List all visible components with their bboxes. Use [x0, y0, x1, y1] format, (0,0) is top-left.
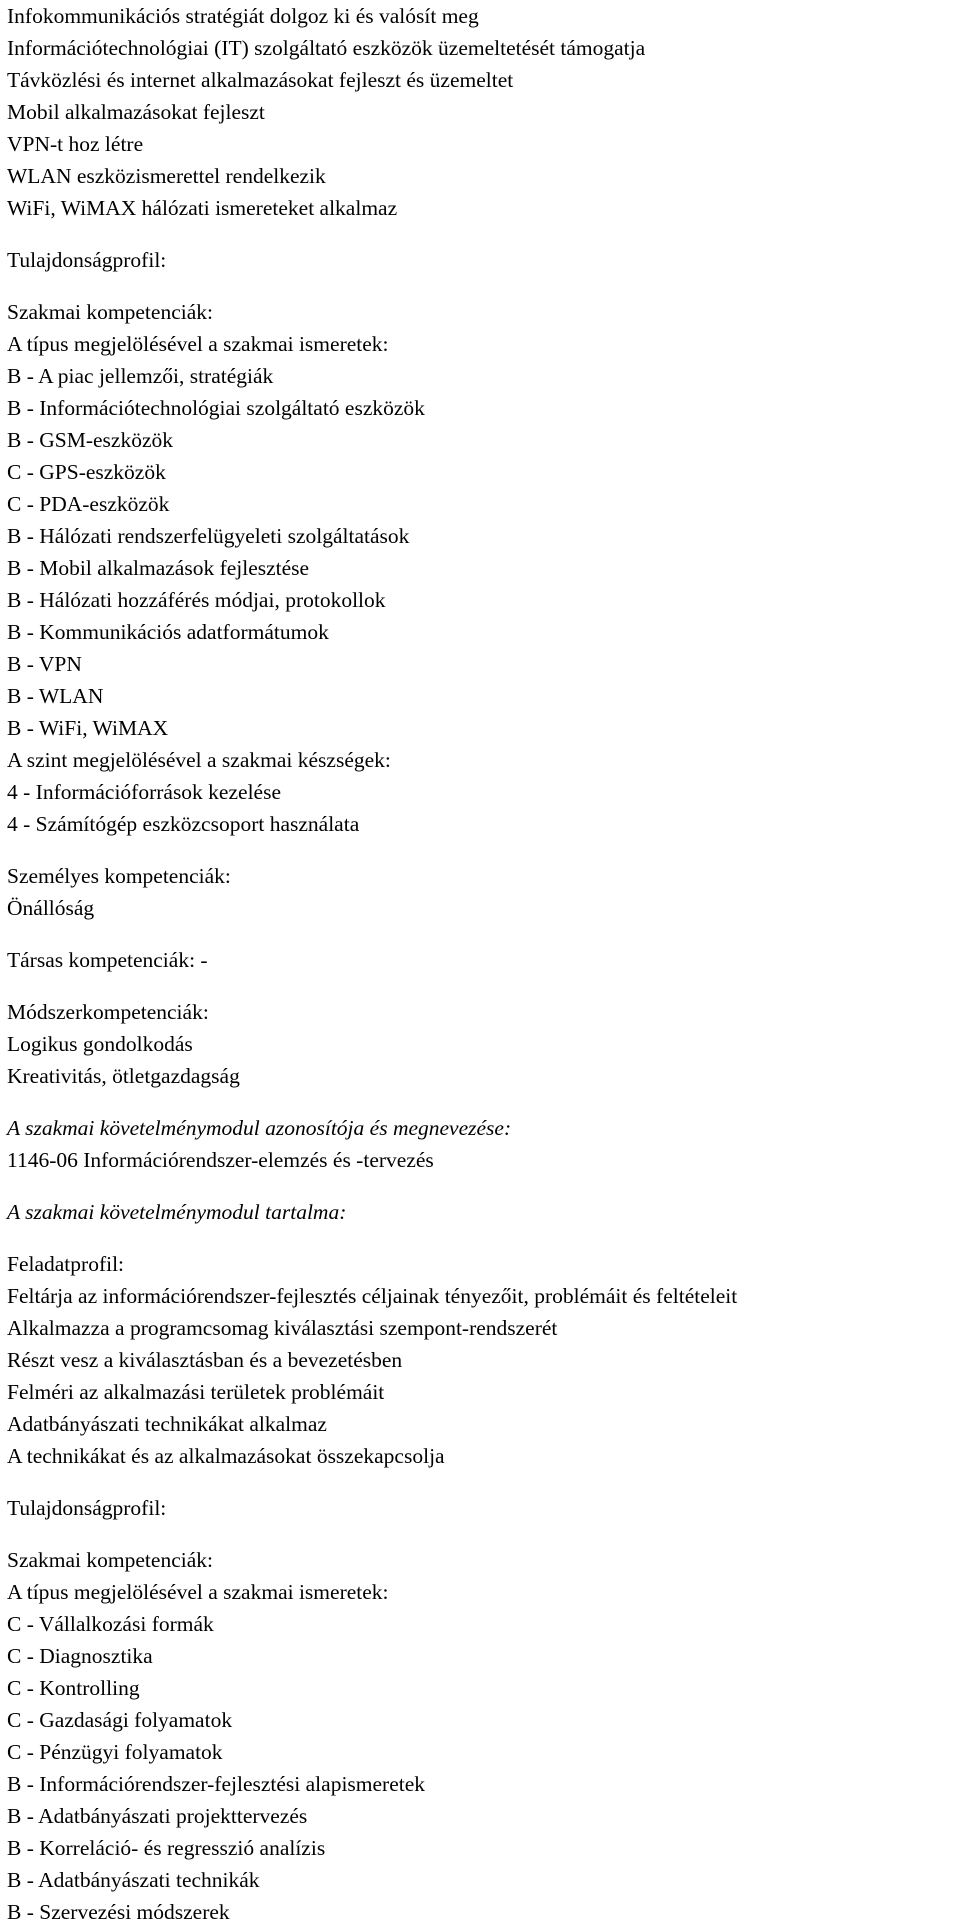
text-block	[7, 1196, 957, 1228]
text-line: A technikákat és az alkalmazásokat összekapcsolja	[7, 1444, 445, 1468]
text-line: B - Mobil alkalmazások fejlesztése	[7, 556, 310, 580]
text-block	[7, 296, 957, 840]
text-line: 1146-06 Információrendszer-elemzés és -tervezés	[7, 1148, 434, 1172]
text-line: C - Gazdasági folyamatok	[7, 1708, 233, 1732]
text-block	[7, 944, 957, 976]
text-line: Tulajdonságprofil:	[7, 1496, 167, 1520]
text-line: Társas kompetenciák: -	[7, 948, 208, 972]
text-block	[7, 1248, 957, 1472]
text-line: B - Kommunikációs adatformátumok	[7, 620, 329, 644]
text-line: B - WiFi, WiMAX	[7, 716, 169, 740]
text-line: A szint megjelölésével a szakmai készségek:	[7, 748, 391, 772]
text-line: B - Információtechnológiai szolgáltató eszközök	[7, 396, 425, 420]
block-spacer	[7, 840, 957, 860]
text-line: B - Szervezési módszerek	[7, 1900, 230, 1924]
text-line: B - Korreláció- és regresszió analízis	[7, 1836, 326, 1860]
text-line: Alkalmazza a programcsomag kiválasztási szempont-rendszerét	[7, 1316, 558, 1340]
block-spacer	[7, 1524, 957, 1544]
text-block	[7, 0, 957, 224]
text-line: A típus megjelölésével a szakmai ismeretek:	[7, 332, 389, 356]
text-line: C - GPS-eszközök	[7, 460, 166, 484]
block-spacer	[7, 924, 957, 944]
text-line: Tulajdonságprofil:	[7, 248, 167, 272]
block-spacer	[7, 224, 957, 244]
text-line: Adatbányászati technikákat alkalmaz	[7, 1412, 327, 1436]
block-spacer	[7, 1472, 957, 1492]
text-line: Szakmai kompetenciák:	[7, 300, 213, 324]
text-line: 4 - Információforrások kezelése	[7, 780, 281, 804]
text-line: Infokommunikációs stratégiát dolgoz ki és valósít meg	[7, 4, 479, 28]
text-block	[7, 244, 957, 276]
text-line: VPN-t hoz létre	[7, 132, 144, 156]
text-line: Szakmai kompetenciák:	[7, 1548, 213, 1572]
text-line: B - Adatbányászati projekttervezés	[7, 1804, 308, 1828]
text-line: Mobil alkalmazásokat fejleszt	[7, 100, 265, 124]
text-line: C - Kontrolling	[7, 1676, 140, 1700]
text-line: WLAN eszközismerettel rendelkezik	[7, 164, 326, 188]
text-line: C - Vállalkozási formák	[7, 1612, 214, 1636]
text-line: C - Diagnosztika	[7, 1644, 153, 1668]
text-line: B - VPN	[7, 652, 82, 676]
block-spacer	[7, 1228, 957, 1248]
text-line: B - Információrendszer-fejlesztési alapismeretek	[7, 1772, 426, 1796]
text-line: Távközlési és internet alkalmazásokat fejleszt és üzemeltet	[7, 68, 514, 92]
text-line: Információtechnológiai (IT) szolgáltató eszközök üzemeltetését támogatja	[7, 36, 646, 60]
text-line: B - A piac jellemzői, stratégiák	[7, 364, 274, 388]
text-line: C - Pénzügyi folyamatok	[7, 1740, 223, 1764]
text-line: A típus megjelölésével a szakmai ismeretek:	[7, 1580, 389, 1604]
text-line: Személyes kompetenciák:	[7, 864, 231, 888]
document-page	[7, 0, 957, 1928]
text-line: B - Adatbányászati technikák	[7, 1868, 260, 1892]
text-block	[7, 860, 957, 924]
block-spacer	[7, 1176, 957, 1196]
text-block	[7, 996, 957, 1092]
text-line: A szakmai követelménymodul tartalma:	[7, 1200, 347, 1224]
text-line: Logikus gondolkodás	[7, 1032, 193, 1056]
text-line: B - Hálózati hozzáférés módjai, protokollok	[7, 588, 386, 612]
block-spacer	[7, 1092, 957, 1112]
text-line: Részt vesz a kiválasztásban és a bevezetésben	[7, 1348, 403, 1372]
text-line: A szakmai követelménymodul azonosítója és megnevezése:	[7, 1116, 512, 1140]
text-line: B - GSM-eszközök	[7, 428, 174, 452]
text-line: WiFi, WiMAX hálózati ismereteket alkalmaz	[7, 196, 398, 220]
text-line: C - PDA-eszközök	[7, 492, 170, 516]
text-line: B - Hálózati rendszerfelügyeleti szolgáltatások	[7, 524, 410, 548]
block-spacer	[7, 276, 957, 296]
text-line: Kreativitás, ötletgazdagság	[7, 1064, 240, 1088]
text-block	[7, 1492, 957, 1524]
block-spacer	[7, 976, 957, 996]
text-line: B - WLAN	[7, 684, 104, 708]
text-line: 4 - Számítógép eszközcsoport használata	[7, 812, 360, 836]
text-line: Feltárja az információrendszer-fejlesztés céljainak tényezőit, problémáit és feltételeit	[7, 1284, 738, 1308]
text-line: Módszerkompetenciák:	[7, 1000, 209, 1024]
text-line: Önállóság	[7, 896, 95, 920]
text-block	[7, 1544, 957, 1928]
text-line: Felméri az alkalmazási területek problémáit	[7, 1380, 385, 1404]
text-block	[7, 1112, 957, 1176]
text-line: Feladatprofil:	[7, 1252, 125, 1276]
